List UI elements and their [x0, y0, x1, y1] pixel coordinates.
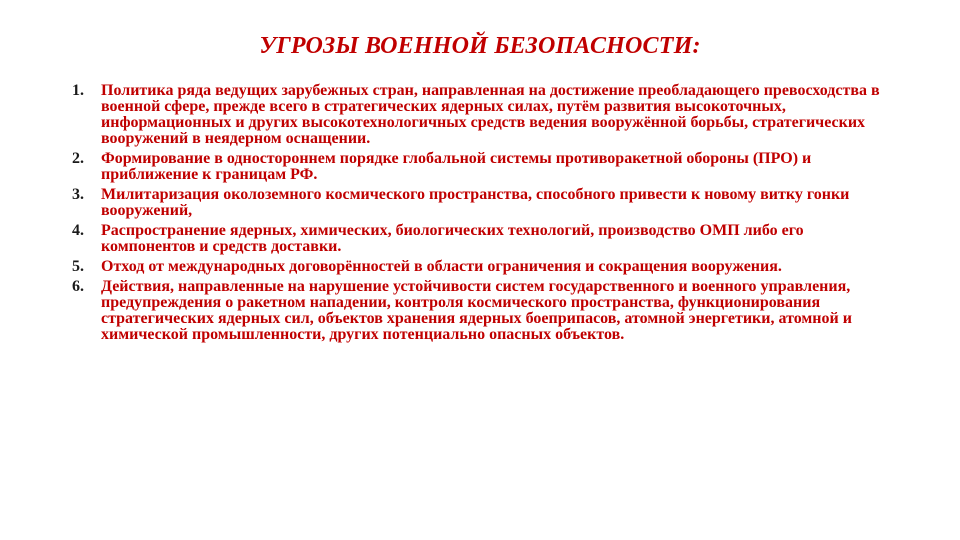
list-item-text: Формирование в одностороннем порядке глобальной системы противоракетной обороны (ПРО) и приближение к границам РФ. — [101, 150, 812, 183]
list-item — [72, 83, 892, 147]
list-item-text: Милитаризация околоземного космического пространства, способного привести к новому витку гонки вооружений, — [101, 186, 850, 219]
list-item-number: 3. — [72, 186, 84, 203]
list-item-number: 2. — [72, 150, 84, 167]
list-item — [72, 187, 892, 219]
threats-list — [72, 83, 892, 347]
list-item — [72, 151, 892, 183]
list-item — [72, 279, 892, 343]
list-item-text: Действия, направленные на нарушение устойчивости систем государственного и военного управления, предупреждения о ракетном нападении, контроля космического пространства, функционирования стратегических ядерных сил, объектов хранения ядерных боеприпасов, атомной энергетики, атомной и химической промышленности, других потенциально опасных объектов. — [101, 278, 852, 343]
list-item — [72, 259, 892, 275]
list-item-text: Политика ряда ведущих зарубежных стран, направленная на достижение преобладающего превосходства в военной сфере, прежде всего в стратегических ядерных силах, путём развития высокоточных, информационных и других высокотехнологичных средств ведения вооружённой борьбы, стратегических вооружений в неядерном оснащении. — [101, 82, 880, 147]
list-item-number: 4. — [72, 222, 84, 239]
list-item-text: Распространение ядерных, химических, биологических технологий, производство ОМП либо его компонентов и средств доставки. — [101, 222, 804, 255]
list-item — [72, 223, 892, 255]
slide-title: УГРОЗЫ ВОЕННОЙ БЕЗОПАСНОСТИ: — [259, 33, 701, 59]
list-item-text: Отход от международных договорённостей в области ограничения и сокращения вооружения. — [101, 258, 782, 275]
list-item-number: 1. — [72, 82, 84, 99]
list-item-number: 5. — [72, 258, 84, 275]
list-item-number: 6. — [72, 278, 84, 295]
